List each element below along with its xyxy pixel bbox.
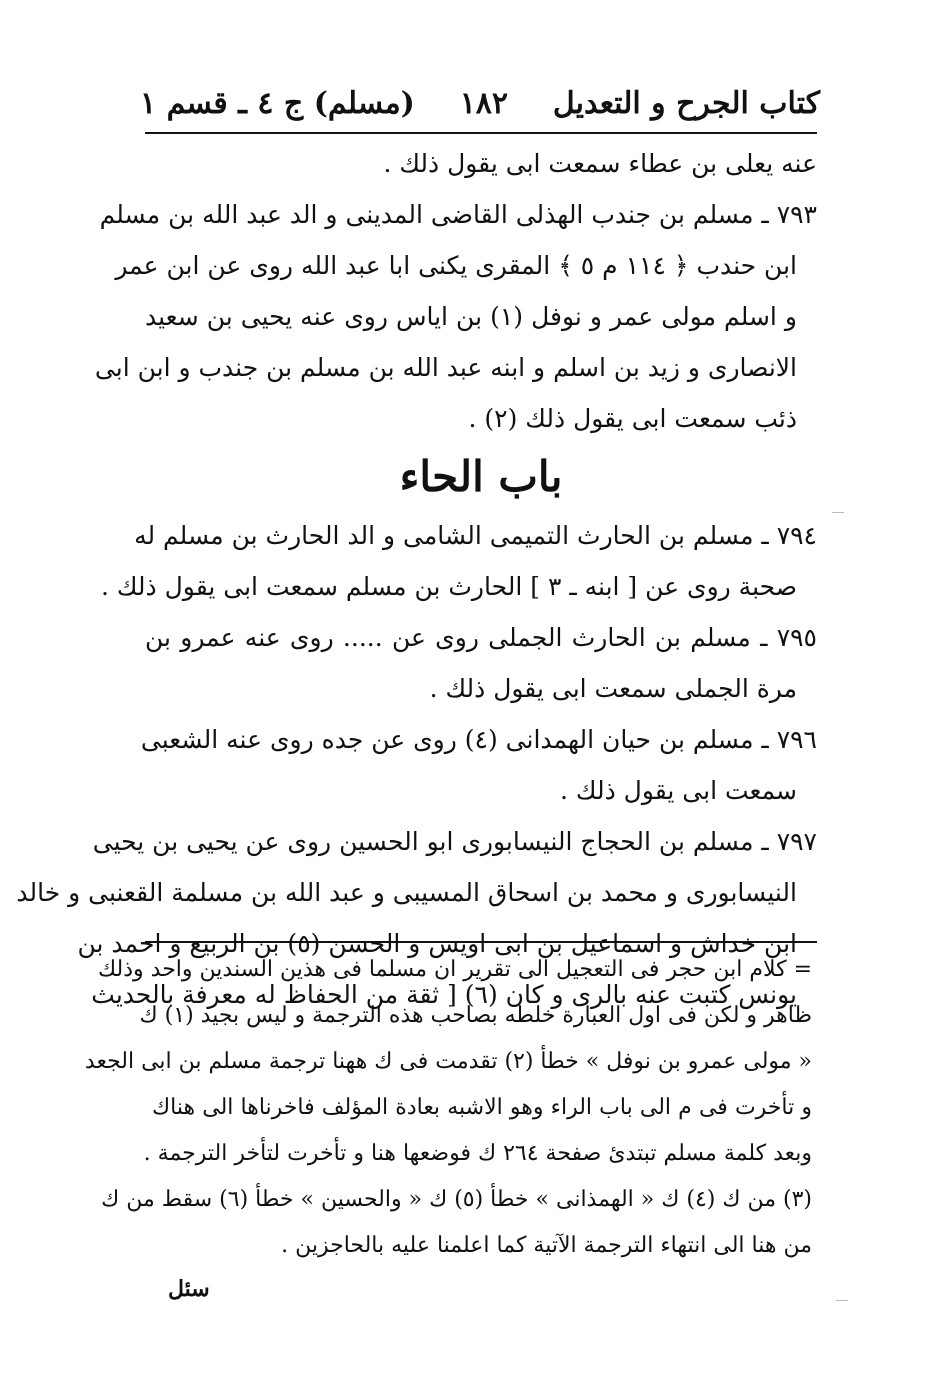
text-line: يونس كتبت عنه بالرى و كان (٦) [ ثقة من الحفاظ له معرفة بالحديث: [91, 980, 797, 1009]
entry-794-line: ٧٩٤ ـ مسلم بن الحارث التميمى الشامى و الد الحارث بن مسلم له: [134, 521, 817, 550]
footnotes: [84, 947, 812, 1269]
footnote-line: ظاهر و لكن فى اول العبارة خلطه بصاحب هذه الترجمة و ليس بجيد (١) ك: [139, 1003, 812, 1028]
text-line: ابن خداش و اسماعيل بن ابى اويس و الحسن (٥) بن الربيع و احمد بن: [77, 929, 797, 958]
main-text: [16, 138, 817, 1020]
footnote-line: من هنا الى انتهاء الترجمة الآتية كما اعلمنا عليه بالحاجزين .: [281, 1233, 812, 1258]
footnote-line: و تأخرت فى م الى باب الراء وهو الاشبه بعادة المؤلف فاخرناها الى هناك: [152, 1095, 812, 1120]
book-title: كتاب الجرح و التعديل: [552, 85, 820, 121]
text-line: صحبة روى عن [ ابنه ـ ٣ ] الحارث بن مسلم سمعت ابى يقول ذلك .: [100, 572, 797, 601]
text-line: مرة الجملى سمعت ابى يقول ذلك .: [429, 674, 797, 703]
footnote-rule: [145, 941, 817, 943]
running-header: [140, 78, 820, 128]
footnote-line: (٣) من ك (٤) ك « الهمذانى » خطأ (٥) ك « والحسين » خطأ (٦) سقط من ك: [101, 1187, 812, 1212]
text-line: سمعت ابى يقول ذلك .: [560, 776, 797, 805]
text-line: النيسابورى و محمد بن اسحاق المسيبى و عبد الله بن مسلمة القعنبى و خالد: [16, 878, 797, 907]
catchword: سئل: [168, 1276, 210, 1302]
chapter-heading: باب الحاء: [399, 452, 563, 501]
entry-796-line: ٧٩٦ ـ مسلم بن حيان الهمدانى (٤) روى عن جده روى عنه الشعبى: [140, 725, 817, 754]
text-line: عنه يعلى بن عطاء سمعت ابى يقول ذلك .: [383, 149, 817, 178]
page-number: ١٨٢: [459, 85, 509, 121]
footnote-line: وبعد كلمة مسلم تبتدئ صفحة ٢٦٤ ك فوضعها هنا و تأخرت لتأخر الترجمة .: [143, 1141, 812, 1166]
footnote-line: « مولى عمرو بن نوفل » خطأ (٢) تقدمت فى ك ههنا ترجمة مسلم بن ابى الجعد: [84, 1049, 812, 1074]
entry-797-line: ٧٩٧ ـ مسلم بن الحجاج النيسابورى ابو الحسين روى عن يحيى بن يحيى: [92, 827, 817, 856]
text-line: و اسلم مولى عمر و نوفل (١) بن اياس روى عنه يحيى بن سعيد: [145, 302, 797, 331]
footnote-line: = كلام ابن حجر فى التعجيل الى تقرير ان مسلما فى هذين السندين واحد وذلك: [97, 957, 812, 982]
text-line: الانصارى و زيد بن اسلم و ابنه عبد الله بن مسلم بن جندب و ابن ابى: [94, 353, 797, 382]
header-rule: [145, 132, 817, 134]
margin-mark: [832, 512, 844, 513]
text-line: ابن حندب ﴿ ١١٤ م ٥ ﴾ المقرى يكنى ابا عبد الله روى عن ابن عمر: [115, 251, 797, 280]
section-label: (مسلم) ج ٤ ـ قسم ١: [140, 85, 415, 121]
text-line: ذئب سمعت ابى يقول ذلك (٢) .: [468, 404, 797, 433]
entry-793-line: ٧٩٣ ـ مسلم بن جندب الهذلى القاضى المدينى و الد عبد الله بن مسلم: [99, 200, 817, 229]
entry-795-line: ٧٩٥ ـ مسلم بن الحارث الجملى روى عن ..... روى عنه عمرو بن: [145, 623, 817, 652]
margin-mark: [836, 1300, 848, 1301]
